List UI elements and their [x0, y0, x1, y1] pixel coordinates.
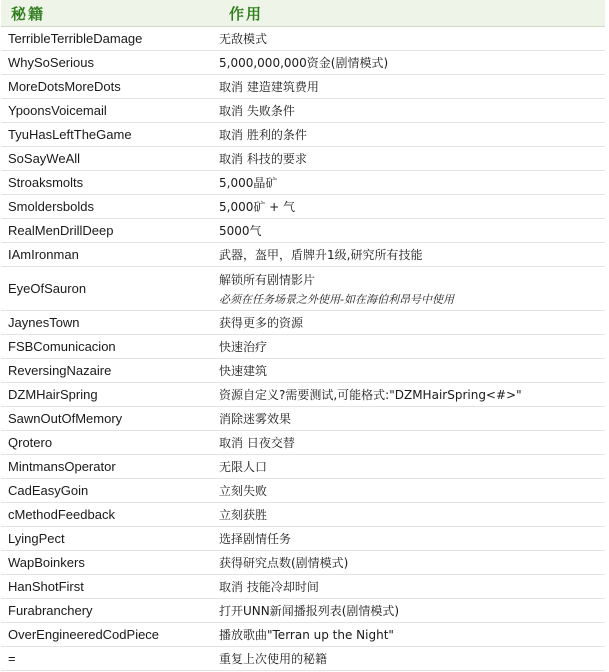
cheat-code: YpoonsVoicemail: [1, 99, 211, 123]
table-row: [1, 267, 605, 311]
table-row: [1, 219, 605, 243]
table-row: [1, 575, 605, 599]
cheat-effect: 消除迷雾效果: [211, 407, 605, 431]
cheat-effect: 打开UNN新闻播报列表(剧情模式): [211, 599, 605, 623]
cheat-code: RealMenDrillDeep: [1, 219, 211, 243]
cheat-code: =: [1, 647, 211, 671]
cheat-code: TyuHasLeftTheGame: [1, 123, 211, 147]
cheat-effect: 取消 失败条件: [211, 99, 605, 123]
cheat-code: WapBoinkers: [1, 551, 211, 575]
table-row: [1, 51, 605, 75]
cheat-effect: 5,000,000,000资金(剧情模式): [211, 51, 605, 75]
cheat-effect: 取消 技能冷却时间: [211, 575, 605, 599]
table-row: [1, 383, 605, 407]
cheat-effect: 快速治疗: [211, 335, 605, 359]
cheat-table: [1, 0, 605, 671]
table-row: [1, 503, 605, 527]
table-row: [1, 431, 605, 455]
table-row: [1, 311, 605, 335]
table-row: [1, 647, 605, 671]
cheat-code: TerribleTerribleDamage: [1, 27, 211, 51]
table-row: [1, 455, 605, 479]
cheat-code: ReversingNazaire: [1, 359, 211, 383]
cheat-code: WhySoSerious: [1, 51, 211, 75]
table-row: [1, 527, 605, 551]
cheat-code: HanShotFirst: [1, 575, 211, 599]
cheat-code: CadEasyGoin: [1, 479, 211, 503]
cheat-effect: 重复上次使用的秘籍: [211, 647, 605, 671]
cheat-code: OverEngineeredCodPiece: [1, 623, 211, 647]
table-row: [1, 75, 605, 99]
cheat-effect: 获得研究点数(剧情模式): [211, 551, 605, 575]
cheat-code: LyingPect: [1, 527, 211, 551]
table-row: [1, 479, 605, 503]
cheat-effect: 立刻失败: [211, 479, 605, 503]
cheat-effect-cell: [211, 267, 605, 311]
table-header-row: [1, 0, 605, 27]
cheat-effect: 取消 胜利的条件: [211, 123, 605, 147]
cheat-effect: 5,000矿 + 气: [211, 195, 605, 219]
cheat-effect: 取消 建造建筑费用: [211, 75, 605, 99]
cheat-code: IAmIronman: [1, 243, 211, 267]
table-row: [1, 171, 605, 195]
cheat-effect: 立刻获胜: [211, 503, 605, 527]
cheat-effect: 快速建筑: [211, 359, 605, 383]
cheat-code: MintmansOperator: [1, 455, 211, 479]
cheat-effect: 5,000晶矿: [211, 171, 605, 195]
table-row: [1, 147, 605, 171]
table-row: [1, 407, 605, 431]
cheat-effect: 取消 日夜交替: [211, 431, 605, 455]
cheat-code: Stroaksmolts: [1, 171, 211, 195]
cheat-code: SawnOutOfMemory: [1, 407, 211, 431]
table-row: [1, 599, 605, 623]
cheat-effect: 解锁所有剧情影片: [219, 272, 316, 287]
cheat-code: DZMHairSpring: [1, 383, 211, 407]
cheat-effect: 取消 科技的要求: [211, 147, 605, 171]
table-row: [1, 123, 605, 147]
cheat-effect: 资源自定义?需要测试,可能格式:"DZMHairSpring<#>": [211, 383, 605, 407]
table-row: [1, 99, 605, 123]
cheat-code: JaynesTown: [1, 311, 211, 335]
table-row: [1, 551, 605, 575]
cheat-code: Qrotero: [1, 431, 211, 455]
cheat-code: Smoldersbolds: [1, 195, 211, 219]
cheat-code: EyeOfSauron: [1, 267, 211, 311]
cheat-effect: 武器，盔甲，盾牌升1级,研究所有技能: [211, 243, 605, 267]
cheat-code: Furabranchery: [1, 599, 211, 623]
table-row: [1, 335, 605, 359]
effect-column-header: 作用: [211, 0, 605, 27]
table-row: [1, 243, 605, 267]
cheat-effect: 无敌模式: [211, 27, 605, 51]
cheat-usage-note: 必须在任务场景之外使用-如在海伯利昂号中使用: [219, 292, 454, 306]
code-column-header: 秘籍: [1, 0, 211, 27]
cheat-effect: 无限人口: [211, 455, 605, 479]
cheat-code: MoreDotsMoreDots: [1, 75, 211, 99]
cheat-code: SoSayWeAll: [1, 147, 211, 171]
cheat-effect: 获得更多的资源: [211, 311, 605, 335]
cheat-effect: 播放歌曲"Terran up the Night": [211, 623, 605, 647]
cheat-effect: 选择剧情任务: [211, 527, 605, 551]
table-row: [1, 623, 605, 647]
cheat-code: cMethodFeedback: [1, 503, 211, 527]
table-row: [1, 359, 605, 383]
cheat-code: FSBComunicacion: [1, 335, 211, 359]
table-row: [1, 27, 605, 51]
table-row: [1, 195, 605, 219]
cheat-effect: 5000气: [211, 219, 605, 243]
